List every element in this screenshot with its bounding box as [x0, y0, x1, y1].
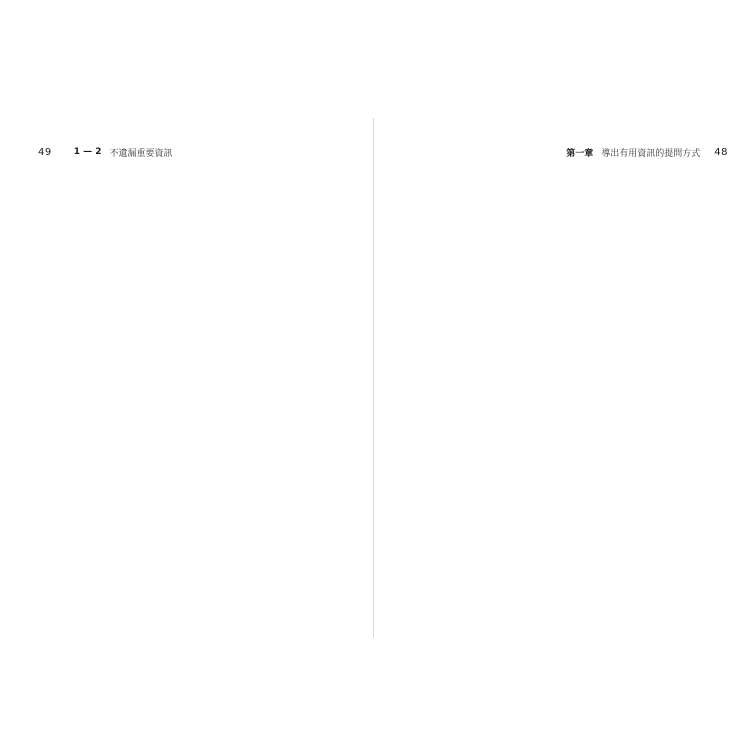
right-body-text — [386, 175, 716, 635]
left-section-title: 不遺漏重要資訊 — [109, 148, 173, 159]
right-chapter-title: 導出有用資訊的提問方式 — [601, 148, 701, 159]
left-page — [0, 0, 374, 750]
right-chapter-label: 第一章 — [566, 148, 594, 159]
left-body-text — [60, 175, 360, 635]
left-section-number: 1 — 2 — [73, 147, 102, 157]
book-gutter — [373, 118, 374, 638]
right-running-header — [566, 141, 728, 163]
right-page-number: 48 — [714, 146, 728, 158]
right-page — [376, 0, 750, 750]
left-page-number: 49 — [38, 146, 52, 158]
left-running-header — [38, 141, 173, 163]
